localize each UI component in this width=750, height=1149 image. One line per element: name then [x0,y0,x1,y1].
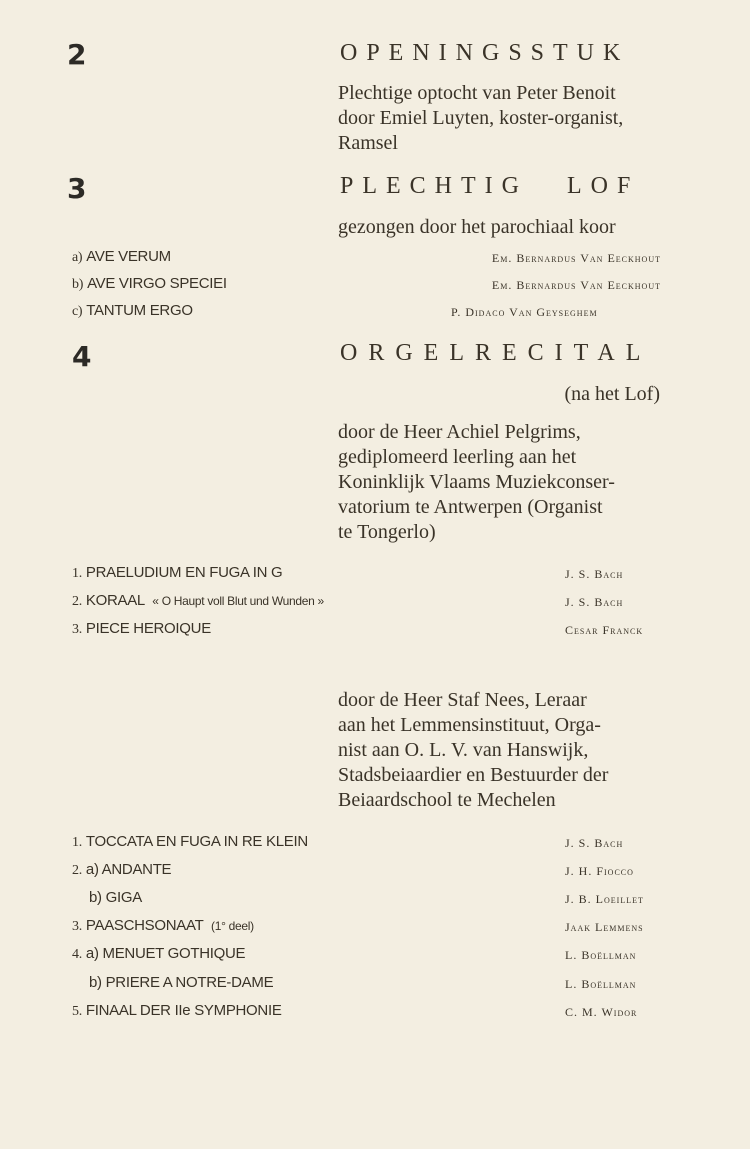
performer-1-line-3: Koninklijk Vlaams Muziekconser- [338,471,615,493]
list-item [72,302,193,320]
item-title: AVE VIRGO SPECIEI [87,275,227,292]
list-item [72,275,227,293]
section-number-3: 3 [67,172,87,205]
performer-2-line-5: Beiaardschool te Mechelen [338,789,556,811]
orgelrecital-subtitle: (na het Lof) [564,383,660,405]
performer-2-line-2: aan het Lemmensinstituut, Orga- [338,714,601,736]
item-composer: Cesar Franck [565,623,644,637]
item-title: TOCCATA EN FUGA IN RE KLEIN [85,833,308,850]
item-title: TANTUM ERGO [86,302,193,319]
list-item [72,833,308,851]
item-title: b) GIGA [89,889,142,906]
openingsstuk-line-1: Plechtige optocht van Peter Benoit [338,82,616,104]
item-title: PRAELUDIUM EN FUGA IN G [85,564,283,581]
performer-1-line-1: door de Heer Achiel Pelgrims, [338,421,581,443]
section-heading-orgelrecital: ORGELRECITAL [340,340,652,366]
item-index: 1. [72,835,82,850]
list-item [72,592,324,610]
list-item [89,889,142,906]
item-index: 2. [72,594,82,609]
performer-2-line-3: nist aan O. L. V. van Hanswijk, [338,739,589,761]
item-composer: J. H. Fiocco [565,864,634,878]
list-item [89,974,273,991]
performer-1-line-2: gediplomeerd leerling aan het [338,446,577,468]
list-item [72,861,171,879]
item-title: KORAAL [85,592,145,609]
list-item [72,620,211,638]
item-index: b) [72,277,84,292]
item-subtitle: (1° deel) [211,919,254,933]
section-number-2: 2 [67,38,87,71]
item-composer: L. Boëllman [565,977,637,991]
item-index: c) [72,304,83,319]
performer-2-line-4: Stadsbeiaardier en Bestuurder der [338,764,609,786]
performer-1-line-4: vatorium te Antwerpen (Organist [338,496,603,518]
list-item [72,1002,282,1020]
item-title: a) MENUET GOTHIQUE [85,945,246,962]
openingsstuk-line-2: door Emiel Luyten, koster-organist, [338,107,624,129]
section-heading-openingsstuk: OPENINGSSTUK [340,40,630,66]
section-heading-lof: LOF [567,173,640,199]
item-title: PIECE HEROIQUE [85,620,211,637]
performer-1-line-5: te Tongerlo) [338,521,436,543]
item-index: a) [72,250,83,265]
item-title: PAASCHSONAAT [85,917,204,934]
item-index: 2. [72,863,82,878]
item-index: 1. [72,566,82,581]
item-title: FINAAL DER IIe SYMPHONIE [85,1002,282,1019]
item-title: a) ANDANTE [85,861,172,878]
lof-subtitle: gezongen door het parochiaal koor [338,216,616,238]
item-composer: J. S. Bach [565,567,624,581]
item-composer: C. M. Widor [565,1005,638,1019]
item-composer: P. Didaco Van Geyseghem [451,305,598,319]
section-number-4: 4 [72,340,92,373]
item-composer: Em. Bernardus Van Eeckhout [491,251,661,265]
item-composer: J. S. Bach [565,836,624,850]
performer-2-line-1: door de Heer Staf Nees, Leraar [338,689,587,711]
list-item [72,945,245,963]
item-subtitle: « O Haupt voll Blut und Wunden » [152,594,324,608]
item-index: 3. [72,919,82,934]
item-composer: Jaak Lemmens [565,920,644,934]
list-item [72,917,254,935]
item-composer: J. S. Bach [565,595,624,609]
openingsstuk-line-3: Ramsel [338,132,398,154]
item-composer: L. Boëllman [565,948,637,962]
list-item [72,564,282,582]
item-title: b) PRIERE A NOTRE-DAME [89,974,274,991]
item-composer: J. B. Loeillet [565,892,644,906]
item-index: 4. [72,947,82,962]
section-heading-plechtig: PLECHTIG [340,173,528,199]
item-title: AVE VERUM [86,248,171,265]
item-composer: Em. Bernardus Van Eeckhout [491,278,661,292]
item-index: 3. [72,622,82,637]
item-index: 5. [72,1004,82,1019]
list-item [72,248,171,266]
